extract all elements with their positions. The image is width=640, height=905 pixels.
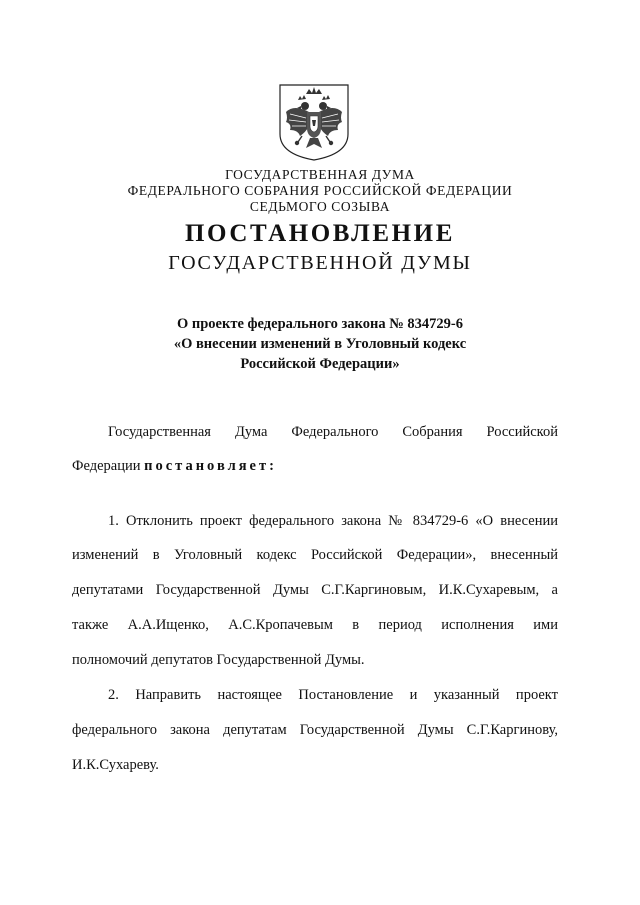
preamble-line: Государственная Дума Федерального Собрания Российской (108, 424, 558, 440)
subject-line: «О внесении изменений в Уголовный кодекс (173, 336, 467, 352)
item1-line: изменений в Уголовный кодекс Российской Федерации», внесенный (72, 547, 558, 563)
document-subject (0, 314, 640, 374)
item2-line: федерального закона депутатам Государственной Думы С.Г.Каргинову, (72, 722, 558, 738)
document-title: ПОСТАНОВЛЕНИЕ (184, 220, 456, 247)
header-line-convocation: СЕДЬМОГО СОЗЫВА (249, 199, 391, 214)
header-line-duma: ГОСУДАРСТВЕННАЯ ДУМА (225, 167, 415, 182)
item1-line: полномочий депутатов Государственной Думы. (72, 652, 365, 668)
item2-line: 2. Направить настоящее Постановление и указанный проект (108, 687, 558, 703)
item2-line: И.К.Сухареву. (72, 757, 159, 773)
subject-line: О проекте федерального закона № 834729-6 (176, 316, 464, 332)
item1-line: также А.А.Ищенко, А.С.Кропачевым в период исполнения ими (72, 617, 558, 633)
preamble-text: Федерации (72, 458, 145, 474)
item1-line: 1. Отклонить проект федерального закона № 834729-6 «О внесении (108, 513, 558, 529)
header-line-assembly: ФЕДЕРАЛЬНОГО СОБРАНИЯ РОССИЙСКОЙ ФЕДЕРАЦИИ (127, 183, 513, 198)
preamble-line (72, 458, 558, 475)
document-subtitle: ГОСУДАРСТВЕННОЙ ДУМЫ (168, 252, 472, 274)
document-header (0, 167, 640, 215)
subject-line: Российской Федерации» (240, 356, 400, 372)
item1-line: депутатами Государственной Думы С.Г.Каргиновым, И.К.Сухаревым, а (72, 582, 558, 598)
coat-of-arms-emblem (276, 82, 352, 162)
resolves-word: постановляет: (144, 458, 277, 474)
